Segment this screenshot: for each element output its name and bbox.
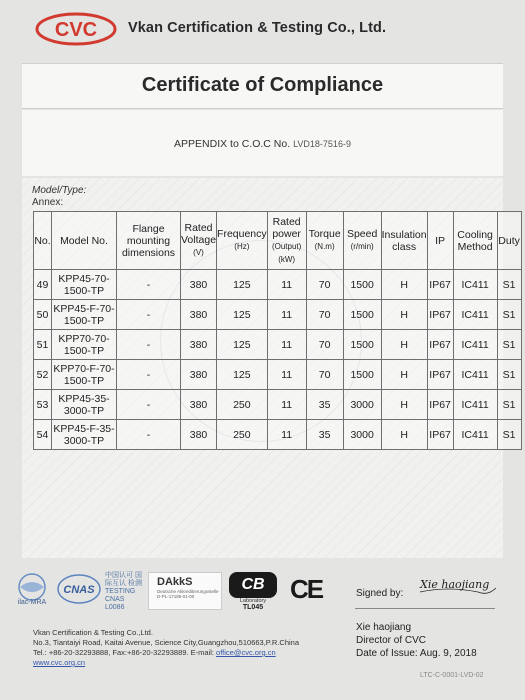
cell-model: KPP70-F-70-1500-TP [52,360,117,390]
cell-insulation: H [381,330,427,360]
cell-torque: 35 [306,390,343,420]
cell-frequency: 125 [217,300,268,330]
cell-insulation: H [381,300,427,330]
cell-flange: - [117,270,181,300]
cell-cooling: IC411 [453,420,497,450]
cell-speed: 1500 [343,330,381,360]
title-box [22,63,503,109]
table-row [34,270,522,300]
cell-frequency: 125 [217,330,268,360]
address-contact: Tel.: +86-20-32293888, Fax:+86-20-32293889. E-mail: office@cvc.org.cn [33,648,276,657]
table-row [34,390,522,420]
cell-no: 52 [34,360,52,390]
header-power: Rated power (Output) (kW) [267,212,306,270]
header-speed: Speed (r/min) [343,212,381,270]
signature-line [355,608,495,609]
cell-power: 11 [267,330,306,360]
cell-power: 11 [267,390,306,420]
cell-voltage: 380 [181,270,217,300]
company-name: Vkan Certification & Testing Co., Ltd. [128,20,387,36]
ce-mark: CE [290,574,323,604]
cell-torque: 70 [306,360,343,390]
appendix-box [22,110,503,176]
svg-text:Xie haojiang: Xie haojiang [420,578,490,591]
svg-text:ilac-MRA: ilac-MRA [17,599,47,606]
cell-power: 11 [267,420,306,450]
cb-laboratory-logo: CB Laboratory TL045 [229,572,281,616]
signer-title: Director of CVC [356,635,427,646]
cell-cooling: IC411 [453,390,497,420]
cell-torque: 35 [306,420,343,450]
table-body [34,270,522,450]
cell-torque: 70 [306,300,343,330]
cell-frequency: 250 [217,390,268,420]
cell-speed: 3000 [343,390,381,420]
coc-number: LVD18-7516-9 [293,139,351,149]
ilac-mra-logo [12,572,52,606]
email-link[interactable]: office@cvc.org.cn [216,648,276,657]
cell-model: KPP45-F-70-1500-TP [52,300,117,330]
cell-model: KPP45-35-3000-TP [52,390,117,420]
appendix-line [22,138,503,150]
address-street: No.3, Tiantaiyi Road, Kaitai Avenue, Science City,Guangzhou,510663,P.R.China [33,638,300,647]
model-type-label: Model/Type: [32,185,87,196]
cell-model: KPP70-70-1500-TP [52,330,117,360]
cell-cooling: IC411 [453,300,497,330]
cell-duty: S1 [497,330,521,360]
cell-frequency: 250 [217,420,268,450]
header-flange: Flange mounting dimensions [117,212,181,270]
cell-insulation: H [381,270,427,300]
cell-flange: - [117,330,181,360]
cell-speed: 1500 [343,300,381,330]
cell-frequency: 125 [217,270,268,300]
cell-ip: IP67 [427,330,453,360]
cell-duty: S1 [497,300,521,330]
header-ip: IP [427,212,453,270]
certificate-title: Certificate of Compliance [141,74,384,96]
cell-insulation: H [381,390,427,420]
cell-voltage: 380 [181,360,217,390]
cell-no: 50 [34,300,52,330]
dakks-logo: DAkkS Deutsche Akkreditierungsstelle D-PL-17186-01-00 [148,572,222,610]
header-insulation: Insulation class [381,212,427,270]
cell-voltage: 380 [181,330,217,360]
cell-ip: IP67 [427,270,453,300]
cvc-logo [35,12,117,46]
cell-power: 11 [267,270,306,300]
cell-voltage: 380 [181,300,217,330]
address-company: Vkan Certification & Testing Co.,Ltd. [33,628,153,637]
cell-voltage: 380 [181,420,217,450]
cell-flange: - [117,420,181,450]
cell-ip: IP67 [427,360,453,390]
cell-model: KPP45-F-35-3000-TP [52,420,117,450]
table-row [34,330,522,360]
logo-text: CVC [54,19,98,41]
cell-duty: S1 [497,360,521,390]
cell-cooling: IC411 [453,360,497,390]
cell-speed: 1500 [343,270,381,300]
cell-flange: - [117,300,181,330]
header-cooling: Cooling Method [453,212,497,270]
cell-ip: IP67 [427,390,453,420]
annex-label: Annex: [32,197,64,208]
cell-flange: - [117,390,181,420]
cell-duty: S1 [497,390,521,420]
cell-power: 11 [267,300,306,330]
signed-by-label: Signed by: [356,588,404,599]
header-frequency: Frequency (Hz) [217,212,268,270]
cell-ip: IP67 [427,300,453,330]
signer-name: Xie haojiang [356,622,412,633]
cell-speed: 1500 [343,360,381,390]
svg-text:CNAS: CNAS [63,584,95,596]
cell-flange: - [117,360,181,390]
website-link[interactable]: www.cvc.org.cn [33,658,86,667]
cell-speed: 3000 [343,420,381,450]
header-model: Model No. [52,212,117,270]
issue-date: Date of Issue: Aug. 9, 2018 [356,648,477,659]
table-row [34,360,522,390]
cell-voltage: 380 [181,390,217,420]
spec-table [33,211,522,450]
cell-duty: S1 [497,420,521,450]
appendix-label: APPENDIX to C.O.C No. [174,138,291,150]
header-voltage: Rated Voltage (V) [181,212,217,270]
header-torque: Torque (N.m) [306,212,343,270]
header-no: No. [34,212,52,270]
cell-no: 54 [34,420,52,450]
cell-cooling: IC411 [453,270,497,300]
cnas-testing-badge: 中国认可 国际互认 检测 TESTING CNAS L0086 [105,572,142,611]
table-row [34,300,522,330]
cell-model: KPP45-70-1500-TP [52,270,117,300]
cell-duty: S1 [497,270,521,300]
cell-frequency: 125 [217,360,268,390]
cell-cooling: IC411 [453,330,497,360]
cell-torque: 70 [306,270,343,300]
cell-insulation: H [381,420,427,450]
cnas-logo [56,572,102,606]
cell-no: 51 [34,330,52,360]
cell-no: 49 [34,270,52,300]
cell-ip: IP67 [427,420,453,450]
table-header-row [34,212,522,270]
table-row [34,420,522,450]
cell-insulation: H [381,360,427,390]
handwritten-signature [418,570,498,602]
header-duty: Duty [497,212,521,270]
cell-no: 53 [34,390,52,420]
cell-power: 11 [267,360,306,390]
cell-torque: 70 [306,330,343,360]
company-address [33,628,299,668]
document-code: LTC-C-0001-LVD-02 [420,672,484,679]
